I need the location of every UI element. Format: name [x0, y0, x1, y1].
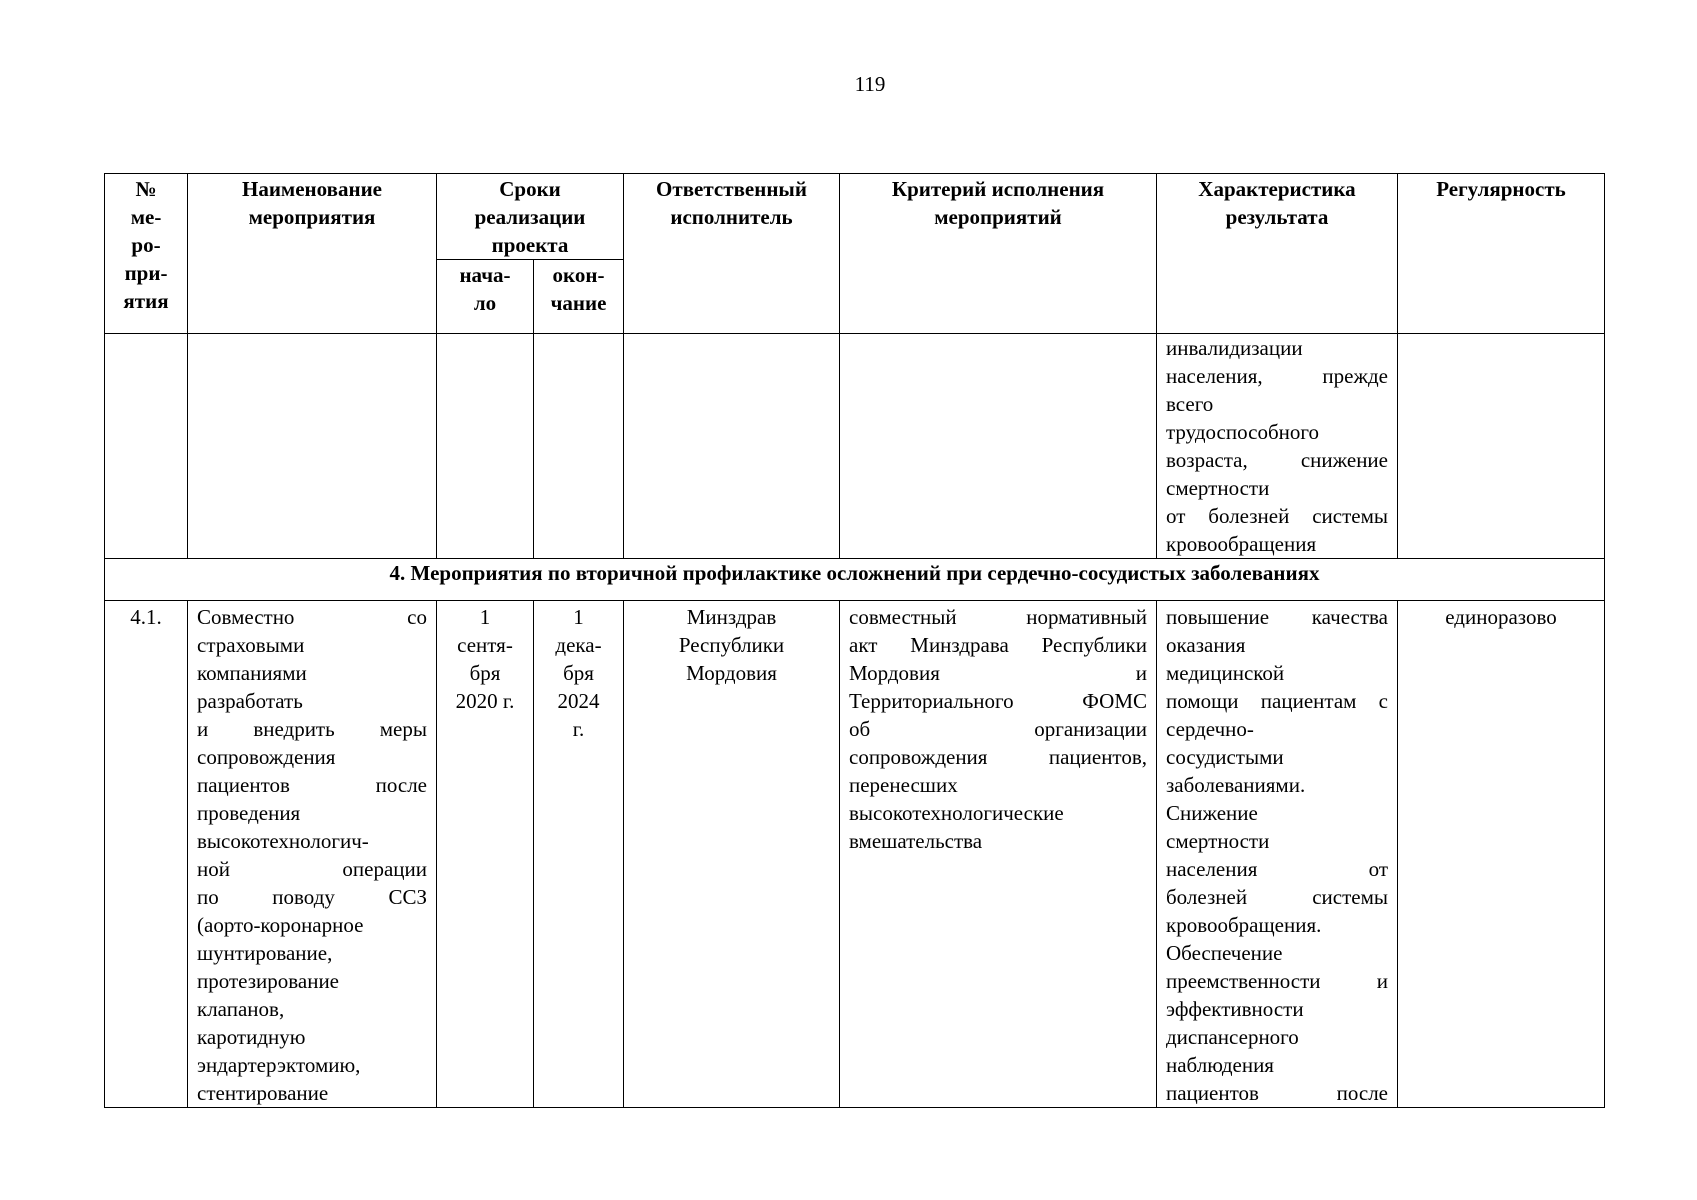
text-line: 1 — [479, 605, 491, 629]
cell-criterion — [840, 601, 1157, 1108]
header-terms-line: Сроки — [499, 177, 561, 201]
header-start-line: нача- — [459, 263, 511, 287]
section-title: 4. Мероприятия по вторичной профилактике осложнений при сердечно-сосудистых заболеваниях — [105, 559, 1605, 601]
text-line: 2020 г. — [455, 689, 515, 713]
text-line: акт Минздрава Республики — [849, 633, 1147, 657]
header-terms-line: проекта — [491, 233, 569, 257]
header-end-line: окон- — [552, 263, 605, 287]
header-name-line: мероприятия — [248, 205, 376, 229]
text-line: (аорто-коронарное — [197, 913, 364, 937]
text-line: Мордовия и — [849, 661, 1147, 685]
text-line: проведения — [197, 801, 301, 825]
cell-start — [437, 334, 534, 559]
text-line: сосудистыми — [1166, 745, 1284, 769]
text-line: стентирование — [197, 1081, 329, 1105]
cell-end — [534, 334, 624, 559]
text-line: пациентов после — [197, 773, 427, 797]
text-line: всего — [1166, 392, 1214, 416]
header-characteristic-line: Характеристика — [1198, 177, 1356, 201]
text-line: медицинской — [1166, 661, 1285, 685]
text-line: вмешательства — [849, 829, 983, 853]
table-header — [105, 174, 1605, 334]
text-line: шунтирование, — [197, 941, 333, 965]
text-line: сопровождения — [197, 745, 336, 769]
text-line: Минздрав — [686, 605, 777, 629]
characteristic-lines — [1166, 603, 1388, 1107]
header-num — [105, 174, 188, 334]
cell-name — [188, 334, 437, 559]
text-line: заболеваниями. — [1166, 773, 1306, 797]
text-line: инвалидизации — [1166, 336, 1303, 360]
header-responsible-line: исполнитель — [670, 205, 793, 229]
text-line: 1 — [573, 605, 584, 629]
continuation-row — [105, 334, 1605, 559]
header-end-line: чание — [550, 291, 607, 315]
header-criterion-line: мероприятий — [934, 205, 1062, 229]
cell-responsible — [624, 601, 840, 1108]
header-characteristic-line: результата — [1225, 205, 1329, 229]
text-line: эндартерэктомию, — [197, 1053, 361, 1077]
text-line: сопровождения пациентов, — [849, 745, 1147, 769]
responsible-lines — [633, 603, 830, 687]
header-start-line: ло — [473, 291, 497, 315]
name-lines — [197, 603, 427, 1107]
text-line: разработать — [197, 689, 303, 713]
text-line: возраста, снижение — [1166, 448, 1388, 472]
cell-end — [534, 601, 624, 1108]
text-line: преемственности и — [1166, 969, 1388, 993]
text-line: 2024 — [557, 689, 600, 713]
text-line: каротидную — [197, 1025, 306, 1049]
text-line: высокотехнологич- — [197, 829, 369, 853]
end-lines — [536, 603, 621, 743]
text-line: помощи пациентам с — [1166, 689, 1388, 713]
text-line: Республики — [678, 633, 785, 657]
header-end — [534, 260, 624, 334]
text-line: Территориального ФОМС — [849, 689, 1147, 713]
header-start — [437, 260, 534, 334]
text-line: сентя- — [457, 633, 513, 657]
header-num-line: ро- — [131, 233, 161, 257]
text-line: населения, прежде — [1166, 364, 1388, 388]
cell-num: 4.1. — [105, 601, 188, 1108]
text-line: наблюдения — [1166, 1053, 1274, 1077]
text-line: трудоспособного — [1166, 420, 1319, 444]
text-line: совместный нормативный — [849, 605, 1147, 629]
cell-characteristic — [1157, 334, 1398, 559]
text-line: Снижение — [1166, 801, 1258, 825]
measures-table — [104, 173, 1605, 1108]
text-line: бря — [469, 661, 501, 685]
text-line: страховыми — [197, 633, 305, 657]
header-terms — [437, 174, 624, 260]
text-line: диспансерного — [1166, 1025, 1299, 1049]
text-line: сердечно- — [1166, 717, 1254, 741]
text-line: и внедрить меры — [197, 717, 427, 741]
text-line: протезирование — [197, 969, 340, 993]
header-num-line: ятия — [123, 289, 169, 313]
text-line: болезней системы — [1166, 885, 1388, 909]
criterion-lines — [849, 603, 1147, 855]
text-line: населения от — [1166, 857, 1388, 881]
text-line: кровообращения. — [1166, 913, 1322, 937]
cell-name — [188, 601, 437, 1108]
characteristic-lines — [1166, 334, 1388, 558]
header-name — [188, 174, 437, 334]
header-responsible-line: Ответственный — [656, 177, 807, 201]
header-criterion-line: Критерий исполнения — [891, 177, 1105, 201]
text-line: пациентов после — [1166, 1081, 1388, 1105]
text-line: смертности — [1166, 476, 1270, 500]
text-line: ной операции — [197, 857, 427, 881]
text-line: оказания — [1166, 633, 1246, 657]
text-line: Мордовия — [686, 661, 777, 685]
text-line: перенесших — [849, 773, 958, 797]
header-responsible — [624, 174, 840, 334]
text-line: компаниями — [197, 661, 307, 685]
cell-characteristic — [1157, 601, 1398, 1108]
text-line: дека- — [555, 633, 602, 657]
header-num-line: № — [135, 177, 157, 201]
cell-responsible — [624, 334, 840, 559]
text-line: кровообращения — [1166, 532, 1317, 556]
page-number: 119 — [854, 72, 886, 96]
header-terms-line: реализации — [474, 205, 586, 229]
text-line: Обеспечение — [1166, 941, 1283, 965]
cell-regularity — [1398, 334, 1605, 559]
header-regularity — [1398, 174, 1605, 334]
cell-criterion — [840, 334, 1157, 559]
text-line: повышение качества — [1166, 605, 1388, 629]
text-line: высокотехнологические — [849, 801, 1064, 825]
text-line: по поводу ССЗ — [197, 885, 427, 909]
text-line: бря — [563, 661, 594, 685]
header-num-line: ме- — [130, 205, 162, 229]
text-line: от болезней системы — [1166, 504, 1388, 528]
header-regularity-line: Регулярность — [1436, 177, 1566, 201]
table-row — [105, 601, 1605, 1108]
header-num-line: при- — [124, 261, 168, 285]
cell-regularity: единоразово — [1398, 601, 1605, 1108]
text-line: эффективности — [1166, 997, 1304, 1021]
start-lines — [439, 603, 531, 715]
text-line: смертности — [1166, 829, 1270, 853]
text-line: клапанов, — [197, 997, 285, 1021]
cell-num — [105, 334, 188, 559]
header-name-line: Наименование — [242, 177, 382, 201]
cell-start — [437, 601, 534, 1108]
text-line: г. — [572, 717, 585, 741]
header-characteristic — [1157, 174, 1398, 334]
text-line: Совместно со — [197, 605, 427, 629]
section-row — [105, 559, 1605, 601]
text-line: об организации — [849, 717, 1147, 741]
header-criterion — [840, 174, 1157, 334]
